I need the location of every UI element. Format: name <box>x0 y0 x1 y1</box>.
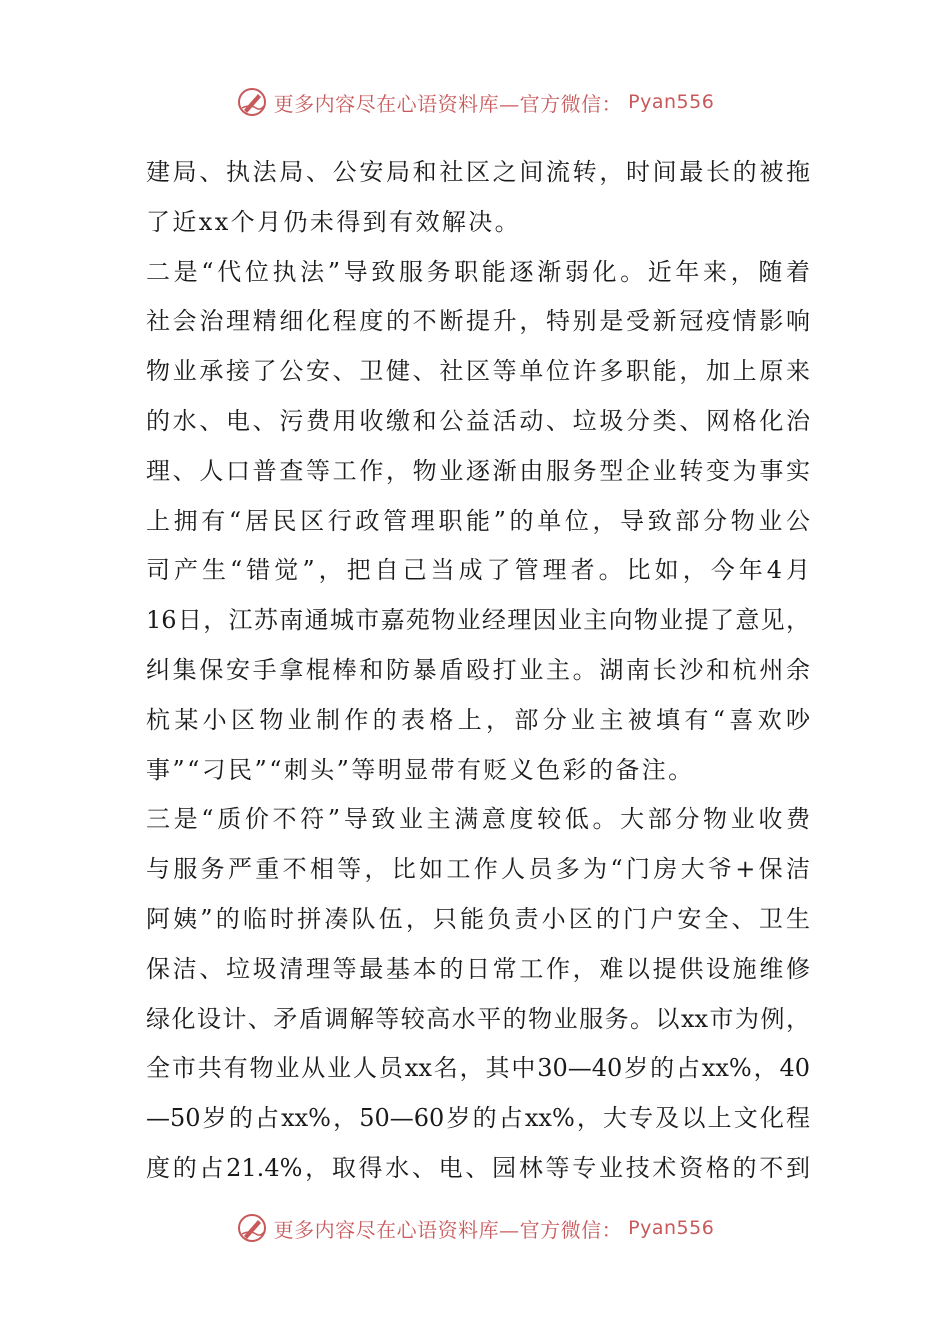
text-line: 的水、电、污费用收缴和公益活动、垃圾分类、网格化治 <box>146 406 810 435</box>
watermark-handle: Pyan556 <box>628 91 715 113</box>
text-line: 绿化设计、矛盾调解等较高水平的物业服务。以xx市为例， <box>146 1004 810 1033</box>
text-line: 司产生“错觉”，把自己当成了管理者。比如，今年4月 <box>146 556 810 585</box>
text-line: 了近xx个月仍未得到有效解决。 <box>146 207 522 236</box>
text-line: —50岁的占xx%，50—60岁的占xx%，大专及以上文化程 <box>146 1104 810 1133</box>
watermark-text: 更多内容尽在心语资料库—官方微信： <box>273 1217 623 1242</box>
pen-logo-icon <box>236 1212 268 1244</box>
text-line: 建局、执法局、公安局和社区之间流转，时间最长的被拖 <box>146 158 810 186</box>
watermark-handle: Pyan556 <box>628 1217 715 1239</box>
text-line: 物业承接了公安、卫健、社区等单位许多职能，加上原来 <box>146 357 810 386</box>
text-line: 16日，江苏南通城市嘉苑物业经理因业主向物业提了意见， <box>146 606 810 635</box>
text-line: 保洁、垃圾清理等最基本的日常工作，难以提供设施维修 <box>146 954 810 983</box>
pen-logo-icon <box>236 86 268 118</box>
text-line: 纠集保安手拿棍棒和防暴盾殴打业主。湖南长沙和杭州余 <box>146 655 810 684</box>
text-line: 二是“代位执法”导致服务职能逐渐弱化。近年来，随着 <box>146 257 810 286</box>
text-line: 杭某小区物业制作的表格上，部分业主被填有“喜欢吵 <box>146 705 810 734</box>
text-line: 上拥有“居民区行政管理职能”的单位，导致部分物业公 <box>146 506 810 535</box>
text-line: 与服务严重不相等，比如工作人员多为“门房大爷+保洁 <box>146 855 810 884</box>
text-line: 社会治理精细化程度的不断提升，特别是受新冠疫情影响 <box>146 307 810 336</box>
text-line: 三是“质价不符”导致业主满意度较低。大部分物业收费 <box>146 805 810 834</box>
text-line: 全市共有物业从业人员xx名，其中30—40岁的占xx%，40 <box>146 1054 810 1083</box>
text-line: 阿姨”的临时拼凑队伍，只能负责小区的门户安全、卫生 <box>146 904 810 933</box>
document-body <box>146 148 810 1194</box>
footer-watermark <box>0 1212 950 1244</box>
watermark-text: 更多内容尽在心语资料库—官方微信： <box>273 91 623 116</box>
header-watermark <box>0 86 950 118</box>
text-line: 理、人口普查等工作，物业逐渐由服务型企业转变为事实 <box>146 456 810 485</box>
text-line: 事”“刁民”“刺头”等明显带有贬义色彩的备注。 <box>146 755 695 784</box>
text-line: 度的占21.4%，取得水、电、园林等专业技术资格的不到 <box>146 1153 810 1182</box>
